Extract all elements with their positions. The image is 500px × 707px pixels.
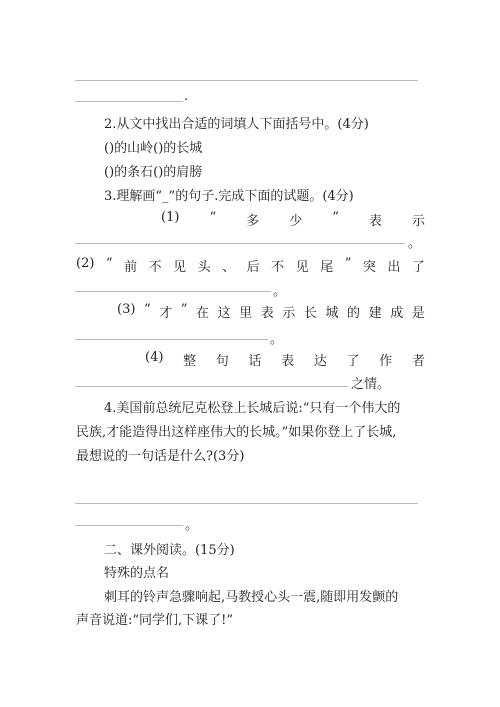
word: ” xyxy=(332,210,339,225)
word: “ xyxy=(209,210,217,225)
answer-line xyxy=(75,291,271,292)
question-3-item-2 xyxy=(76,256,425,275)
word: 者 xyxy=(411,354,425,369)
word: ” xyxy=(344,256,352,271)
word: 示 xyxy=(282,306,296,321)
answer-line xyxy=(75,386,348,387)
question-4-line-2: 民族,才能造得出这样座伟大的长城。”如果你登上了长城, xyxy=(76,425,397,440)
word: 这 xyxy=(217,306,231,321)
word: 整 xyxy=(183,354,197,369)
question-3-title: 3.理解画“_”的句子.完成下面的试题。(4分) xyxy=(104,189,354,204)
word: 不 xyxy=(148,260,162,275)
word: 前 xyxy=(124,260,138,275)
word: 长 xyxy=(303,306,317,321)
sentence-end-mark: 之情。 xyxy=(351,377,391,392)
word: 话 xyxy=(248,354,262,369)
answer-line xyxy=(75,339,268,340)
word: (3) xyxy=(117,302,136,317)
story-title: 特殊的点名 xyxy=(104,566,170,581)
sentence-end-mark: 。 xyxy=(270,332,284,347)
word: 在 xyxy=(196,306,210,321)
sentence-end-mark: 。 xyxy=(185,518,199,533)
word: 见 xyxy=(295,260,309,275)
answer-line xyxy=(75,243,405,244)
question-3-item-3 xyxy=(117,302,425,321)
word: 成 xyxy=(390,306,404,321)
sentence-end-mark: 。 xyxy=(273,284,287,299)
word: 表 xyxy=(281,354,295,369)
word: “ xyxy=(143,302,151,317)
word: 表 xyxy=(368,214,382,229)
question-3-item-4 xyxy=(145,350,425,369)
sentence-end-mark: 。 xyxy=(408,236,422,251)
word: 建 xyxy=(368,306,382,321)
answer-line xyxy=(75,101,183,102)
question-2-line-1: ()的山岭()的长城 xyxy=(104,141,203,156)
word: 见 xyxy=(173,260,187,275)
story-paragraph-line-1: 刺耳的铃声急骤响起,马教授心头一震,随即用发颤的 xyxy=(104,590,399,605)
section-2-title: 二、课外阅读。(15分) xyxy=(104,543,235,558)
word: 多 xyxy=(246,214,260,229)
word: 达 xyxy=(313,354,327,369)
word: 句 xyxy=(215,354,229,369)
word: 才 xyxy=(159,306,173,321)
word: 城 xyxy=(325,306,339,321)
story-paragraph-line-2: 声音说道:“同学们,下课了!” xyxy=(76,613,234,628)
word: ” xyxy=(180,302,188,317)
answer-line xyxy=(75,80,418,81)
question-2-line-2: ()的条石()的肩膀 xyxy=(104,165,203,180)
word: 、 xyxy=(222,260,236,275)
word: 表 xyxy=(260,306,274,321)
word: 后 xyxy=(246,260,260,275)
answer-line xyxy=(75,525,183,526)
word: 头 xyxy=(197,260,211,275)
word: (1) xyxy=(161,210,180,225)
question-4-line-1: 4.美国前总统尼克松登上长城后说:“只有一个伟大的 xyxy=(104,401,401,416)
word: 少 xyxy=(289,214,303,229)
word: 了 xyxy=(346,354,360,369)
question-4-line-3: 最想说的一句话是什么?(3分) xyxy=(76,449,245,464)
answer-line xyxy=(75,503,418,504)
word: (4) xyxy=(145,350,164,365)
question-3-item-1 xyxy=(161,210,425,229)
word: “ xyxy=(105,256,113,271)
sentence-end-mark: . xyxy=(184,89,189,104)
word: 不 xyxy=(271,260,285,275)
word: 突 xyxy=(362,260,376,275)
word: 作 xyxy=(379,354,393,369)
word: 尾 xyxy=(320,260,334,275)
word: 里 xyxy=(239,306,253,321)
question-2-title: 2.从文中找出合适的词填人下面括号中。(4分) xyxy=(104,117,369,132)
word: (2) xyxy=(76,256,95,271)
word: 的 xyxy=(347,306,361,321)
word: 是 xyxy=(411,306,425,321)
word: 了 xyxy=(411,260,425,275)
word: 示 xyxy=(411,214,425,229)
word: 出 xyxy=(387,260,401,275)
